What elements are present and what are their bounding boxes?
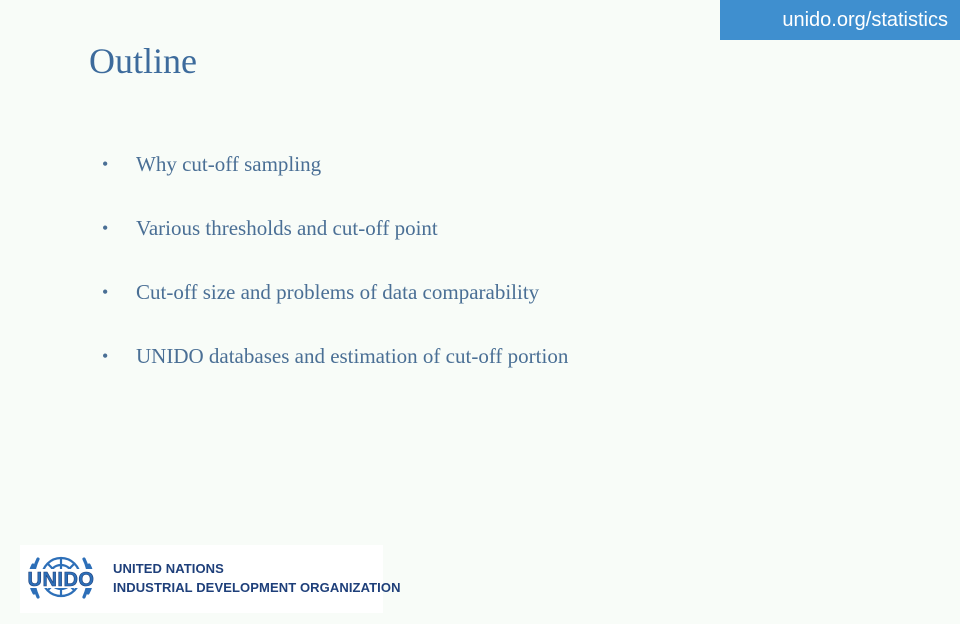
- bullet-item: [100, 274, 568, 338]
- url-badge: [720, 0, 960, 40]
- bullet-dot-icon: •: [102, 346, 109, 366]
- bullet-item: [100, 338, 568, 402]
- bullet-text: Cut-off size and problems of data comparability: [136, 280, 540, 304]
- bullet-item: [100, 146, 568, 210]
- bullet-dot-icon: •: [102, 218, 109, 238]
- org-name-line2: INDUSTRIAL DEVELOPMENT ORGANIZATION: [113, 580, 401, 595]
- bullet-text: Various thresholds and cut-off point: [136, 216, 438, 240]
- bullet-dot-icon: •: [102, 154, 109, 174]
- bullet-item: [100, 210, 568, 274]
- un-emblem-icon: [24, 547, 98, 611]
- emblem-unido-text: UNIDO: [27, 569, 95, 591]
- url-text: unido.org/statistics: [782, 9, 948, 31]
- bullet-list: [100, 146, 568, 402]
- organization-name: [113, 559, 401, 597]
- unido-logo: [20, 545, 401, 613]
- bullet-text: UNIDO databases and estimation of cut-off portion: [136, 344, 569, 368]
- org-name-line1: UNITED NATIONS: [113, 561, 224, 576]
- bullet-text: Why cut-off sampling: [136, 152, 322, 176]
- slide-title: Outline: [89, 41, 197, 81]
- bullet-dot-icon: •: [102, 282, 109, 302]
